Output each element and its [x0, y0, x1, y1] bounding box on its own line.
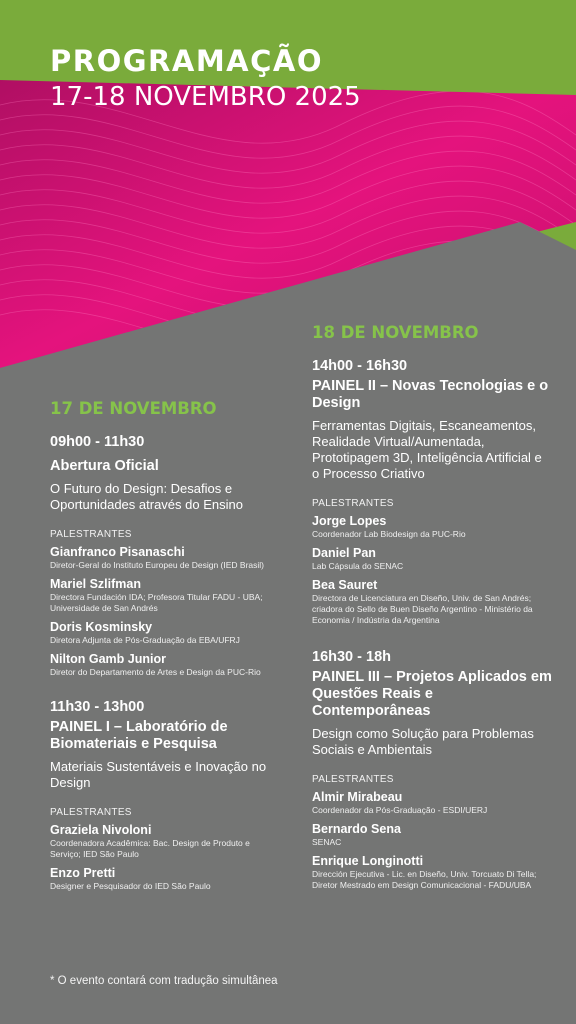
- session-title: PAINEL I – Laboratório de Biomateriais e Pesquisa: [50, 719, 228, 752]
- speaker-name: Gianfranco Pisanaschi: [50, 545, 185, 559]
- speaker-name: Jorge Lopes: [312, 514, 387, 528]
- speaker-role: Directora de Licenciatura en Diseño, Univ. de San Andrés; criadora do Sello de Buen Diseño Argentino - Ministério da Economia / Indústria da Argentina: [312, 593, 533, 625]
- session-title: PAINEL II – Novas Tecnologias e o Design: [312, 378, 549, 411]
- speaker-name: Nilton Gamb Junior: [50, 652, 166, 666]
- session-time: 11h30 - 13h00: [50, 699, 145, 715]
- speaker: [50, 576, 282, 614]
- session-title: Abertura Oficial: [50, 458, 159, 474]
- session-painel-2: [312, 357, 552, 626]
- session-subtitle: Design como Solução para Problemas Sociais e Ambientais: [312, 726, 534, 757]
- day1-heading: 17 DE NOVEMBRO: [50, 399, 217, 418]
- speaker: [50, 619, 282, 646]
- speakers-label: PALESTRANTES: [312, 774, 394, 785]
- speaker: [50, 822, 282, 860]
- speaker-name: Graziela Nivoloni: [50, 823, 152, 837]
- speakers-label: PALESTRANTES: [50, 807, 132, 818]
- speaker-role: Lab Cápsula do SENAC: [312, 561, 404, 571]
- speaker: [312, 513, 552, 540]
- speaker-role: Coordenador da Pós-Graduação - ESDI/UERJ: [312, 805, 488, 815]
- session-time: 14h00 - 16h30: [312, 358, 408, 374]
- speakers-label: PALESTRANTES: [312, 498, 394, 509]
- speaker-role: Coordenador Lab Biodesign da PUC-Rio: [312, 529, 466, 539]
- session-time: 16h30 - 18h: [312, 649, 391, 665]
- speaker-role: Diretor do Departamento de Artes e Design da PUC-Rio: [50, 667, 261, 677]
- speaker: [312, 821, 552, 848]
- day2-column: [312, 322, 552, 905]
- speaker-name: Mariel Szlifman: [50, 577, 141, 591]
- speaker: [50, 651, 282, 678]
- speaker: [50, 865, 282, 892]
- session-painel-3: [312, 648, 552, 891]
- speaker-name: Daniel Pan: [312, 546, 376, 560]
- speaker-name: Enzo Pretti: [50, 866, 116, 880]
- speaker-role: Designer e Pesquisador do IED São Paulo: [50, 881, 211, 891]
- speaker-name: Almir Mirabeau: [312, 790, 403, 804]
- session-subtitle: O Futuro do Design: Desafios e Oportunidades através do Ensino: [50, 481, 243, 512]
- session-title: PAINEL III – Projetos Aplicados em Questões Reais e Contemporâneas: [312, 669, 552, 719]
- session-subtitle: Materiais Sustentáveis e Inovação no Design: [50, 759, 267, 790]
- speakers-label: PALESTRANTES: [50, 529, 132, 540]
- session-painel-1: [50, 698, 282, 892]
- speaker-name: Bernardo Sena: [312, 822, 401, 836]
- speaker: [312, 789, 552, 816]
- session-time: 09h00 - 11h30: [50, 434, 145, 450]
- speaker-role: Diretora Adjunta de Pós-Graduação da EBA/UFRJ: [50, 635, 240, 645]
- session-subtitle: Ferramentas Digitais, Escaneamentos, Realidade Virtual/Aumentada, Prototipagem 3D, Inteligência Artificial e o Processo Criativo: [312, 418, 542, 481]
- speaker-name: Enrique Longinotti: [312, 854, 424, 868]
- speaker-role: SENAC: [312, 837, 342, 847]
- session-abertura: [50, 433, 282, 678]
- page-title: PROGRAMAÇÃO: [50, 44, 323, 78]
- speaker: [312, 577, 552, 626]
- speaker-role: Diretor-Geral do Instituto Europeu de Design (IED Brasil): [50, 560, 265, 570]
- speaker: [312, 545, 552, 572]
- speaker-role: Dirección Ejecutiva - Lic. en Diseño, Univ. Torcuato Di Tella; Diretor Mestrado em Design Comunicacional - FADU/UBA: [312, 869, 537, 890]
- speaker: [50, 544, 282, 571]
- speaker-role: Coordenadora Acadêmica: Bac. Design de Produto e Serviço; IED São Paulo: [50, 838, 250, 859]
- footnote: * O evento contará com tradução simultânea: [50, 975, 278, 987]
- day2-heading: 18 DE NOVEMBRO: [312, 323, 479, 342]
- speaker: [312, 853, 552, 891]
- speaker-name: Bea Sauret: [312, 578, 378, 592]
- speaker-name: Doris Kosminsky: [50, 620, 153, 634]
- header: [50, 44, 361, 114]
- event-dates: 17-18 NOVEMBRO 2025: [50, 82, 361, 112]
- speaker-role: Directora Fundación IDA; Profesora Titular FADU - UBA; Universidade de San Andrés: [50, 592, 263, 613]
- day1-column: [50, 398, 282, 906]
